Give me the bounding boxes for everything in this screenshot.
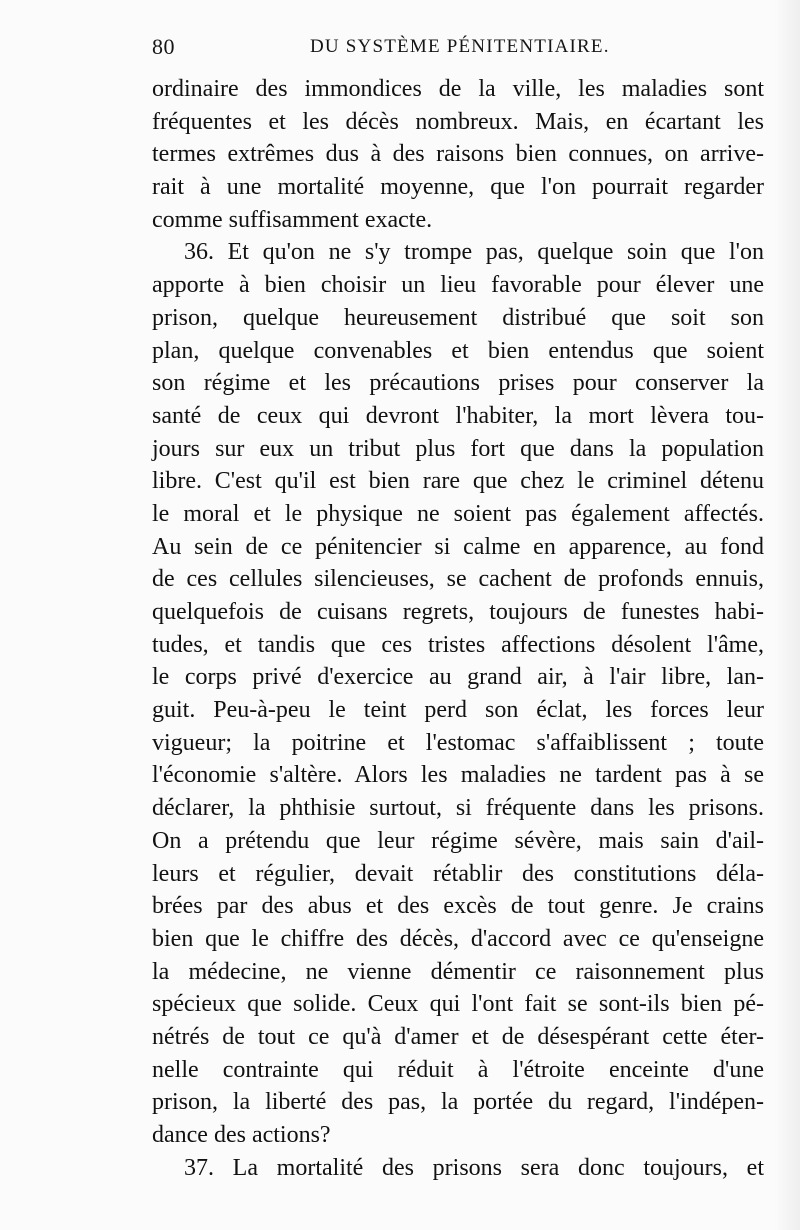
- text-line: le corps privé d'exercice au grand air, à l'air libre, lan-: [152, 664, 764, 691]
- text-line: déclarer, la phthisie surtout, si fréquente dans les prisons.: [152, 795, 764, 822]
- text-line: apporte à bien choisir un lieu favorable pour élever une: [152, 272, 764, 299]
- text-line: On a prétendu que leur régime sévère, mais sain d'ail-: [152, 827, 764, 854]
- text-line: dance des actions?: [152, 1122, 331, 1148]
- text-line: guit. Peu-à-peu le teint perd son éclat, les forces leur: [152, 697, 764, 724]
- text-line: rait à une mortalité moyenne, que l'on pourrait regarder: [152, 174, 764, 201]
- page-number: 80: [152, 34, 175, 59]
- text-line: nétrés de tout ce qu'à d'amer et de désespérant cette éter-: [152, 1023, 764, 1050]
- text-line: le moral et le physique ne soient pas également affectés.: [152, 500, 764, 527]
- page-edge-shadow: [774, 0, 800, 1230]
- page-header: [150, 34, 760, 66]
- text-line: Au sein de ce pénitencier si calme en apparence, au fond: [152, 533, 764, 560]
- text-line: termes extrêmes dus à des raisons bien connues, on arrive-: [152, 141, 764, 168]
- body-text: [152, 73, 764, 1184]
- text-line: 36. Et qu'on ne s'y trompe pas, quelque soin que l'on: [184, 239, 764, 266]
- text-line: de ces cellules silencieuses, se cachent de profonds ennuis,: [152, 566, 764, 593]
- text-line: tudes, et tandis que ces tristes affections désolent l'âme,: [152, 631, 764, 658]
- text-line: jours sur eux un tribut plus fort que dans la population: [152, 435, 764, 462]
- text-line: comme suffisamment exacte.: [152, 206, 433, 233]
- text-line: la médecine, ne vienne démentir ce raisonnement plus: [152, 958, 764, 985]
- text-line: nelle contrainte qui réduit à l'étroite enceinte d'une: [152, 1056, 764, 1083]
- text-line: ordinaire des immondices de la ville, les maladies sont: [152, 76, 764, 102]
- text-line: plan, quelque convenables et bien entendus que soient: [152, 337, 764, 364]
- text-line: libre. C'est qu'il est bien rare que chez le criminel détenu: [152, 468, 764, 495]
- text-line: fréquentes et les décès nombreux. Mais, en écartant les: [152, 108, 764, 135]
- running-title: DU SYSTÈME PÉNITENTIAIRE.: [310, 36, 610, 57]
- text-line: prison, la liberté des pas, la portée du regard, l'indépen-: [152, 1089, 764, 1116]
- text-line: leurs et régulier, devait rétablir des constitutions déla-: [152, 860, 764, 887]
- text-line: prison, quelque heureusement distribué que soit son: [152, 304, 764, 331]
- text-line: 37. La mortalité des prisons sera donc toujours, et: [184, 1154, 764, 1181]
- text-line: spécieux que solide. Ceux qui l'ont fait se sont-ils bien pé-: [152, 991, 764, 1018]
- text-line: brées par des abus et des excès de tout genre. Je crains: [152, 893, 764, 920]
- text-line: santé de ceux qui devront l'habiter, la mort lèvera tou-: [152, 402, 764, 429]
- text-line: l'économie s'altère. Alors les maladies ne tardent pas à se: [152, 762, 764, 789]
- text-line: quelquefois de cuisans regrets, toujours de funestes habi-: [152, 599, 764, 625]
- text-line: son régime et les précautions prises pour conserver la: [152, 370, 764, 397]
- text-line: bien que le chiffre des décès, d'accord avec ce qu'enseigne: [152, 925, 764, 952]
- text-line: vigueur; la poitrine et l'estomac s'affaiblissent ; toute: [152, 729, 764, 756]
